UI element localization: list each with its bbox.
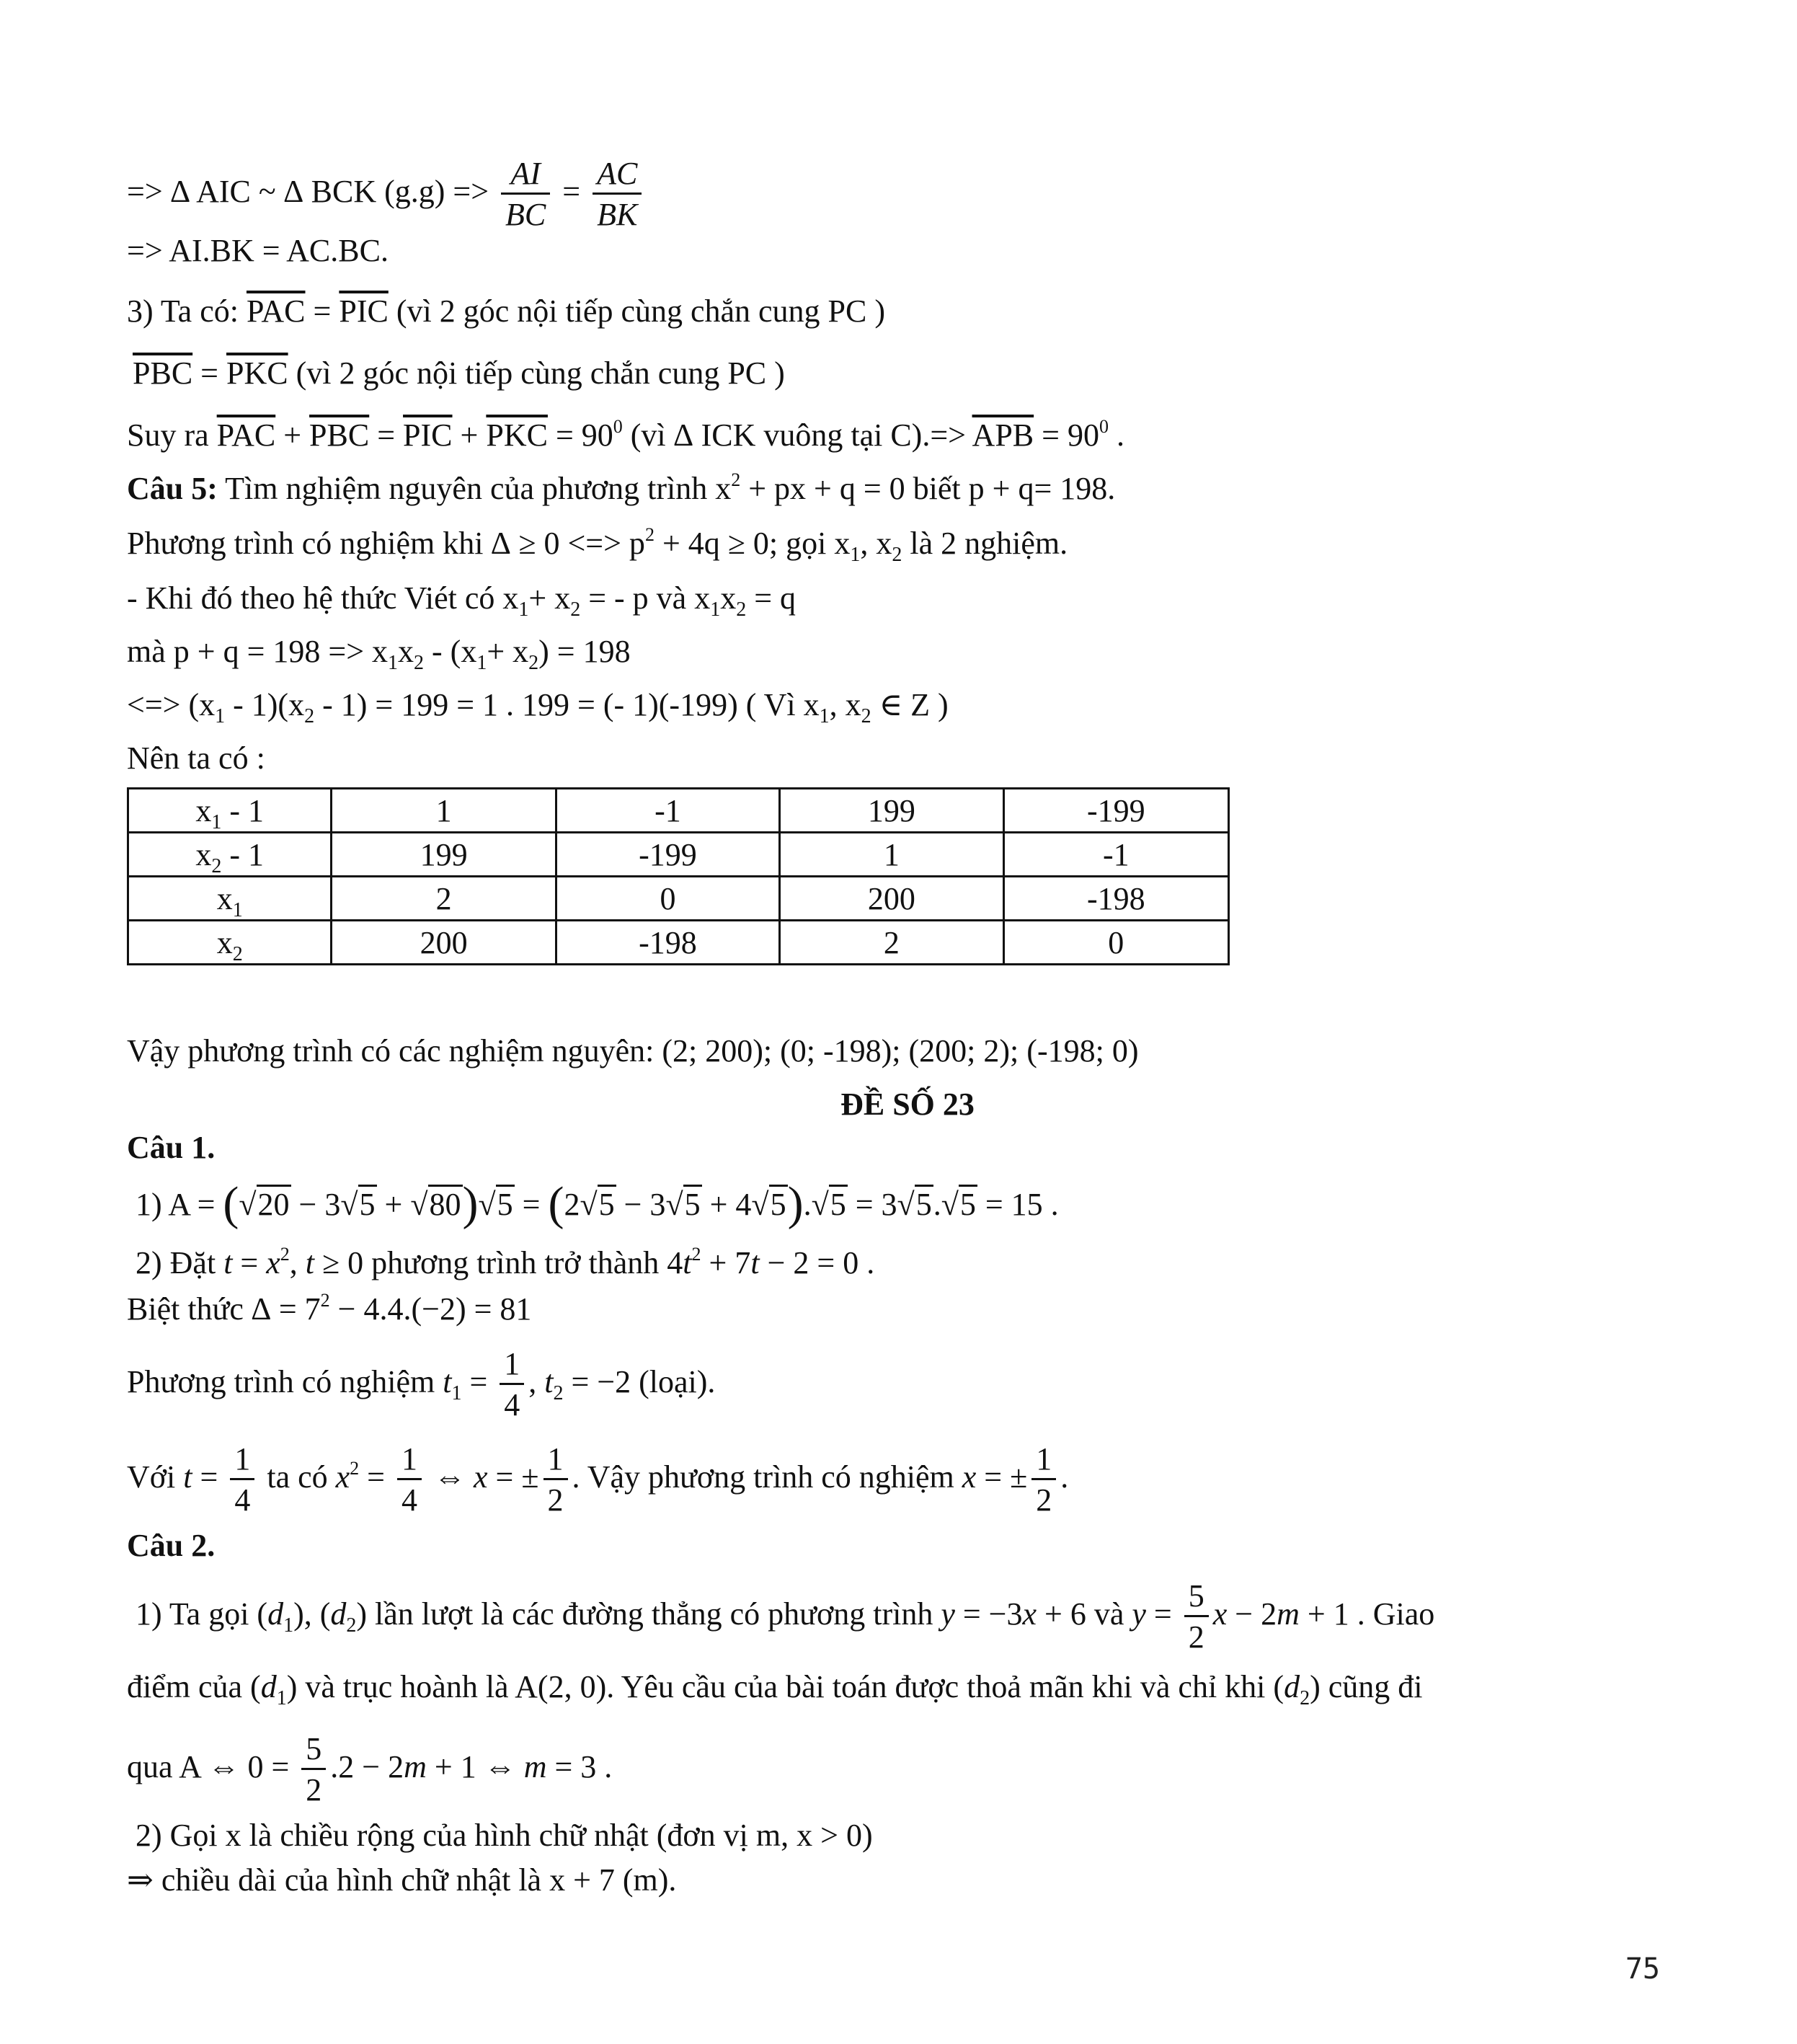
radicand: 5 xyxy=(769,1185,788,1222)
subscript: 2 xyxy=(1300,1687,1310,1709)
text: ) lần lượt là các đường thẳng có phương trình xyxy=(356,1596,941,1632)
text: = xyxy=(192,1459,226,1495)
line-nen: Nên ta có : xyxy=(127,740,265,776)
fraction xyxy=(301,1733,326,1806)
var: d xyxy=(1284,1669,1300,1704)
numerator: 1 xyxy=(230,1443,254,1480)
text: - 1 xyxy=(221,792,265,828)
text: , xyxy=(289,1245,306,1280)
fraction xyxy=(543,1443,568,1516)
text: = 3 xyxy=(847,1187,897,1222)
text: . xyxy=(1108,417,1124,453)
var: x xyxy=(216,880,233,916)
text: + x xyxy=(487,634,529,669)
line-c2-2 xyxy=(127,1667,1422,1707)
fraction xyxy=(397,1443,422,1516)
superscript: 2 xyxy=(320,1290,330,1311)
numerator: 5 xyxy=(1184,1580,1209,1617)
solutions-table xyxy=(127,787,1230,965)
text: ⇔ xyxy=(426,1459,474,1495)
text: = xyxy=(232,1245,267,1280)
text: . Vậy phương trình có nghiệm xyxy=(572,1459,962,1495)
line-c2-1 xyxy=(136,1567,1434,1661)
subscript: 2 xyxy=(232,942,243,965)
radicand: 5 xyxy=(496,1185,515,1222)
table-cell: 200 xyxy=(780,877,1003,921)
subscript: 2 xyxy=(414,652,425,674)
radicand: 5 xyxy=(598,1185,616,1222)
numerator: 5 xyxy=(301,1733,326,1770)
line-c2-3 xyxy=(127,1720,612,1814)
var: t xyxy=(443,1364,452,1399)
table-cell: -1 xyxy=(556,789,779,833)
var: t xyxy=(183,1459,192,1495)
line-c1-1: 1) A = (√20 − 3√5 + √80)√5 = (2√5 − 3√5 + 4√5).√5 = 3√5.√5 = 15 . xyxy=(136,1177,1059,1230)
text: + 1 ⇔ xyxy=(426,1749,524,1784)
var: d xyxy=(267,1596,284,1632)
text: + 7 xyxy=(701,1245,751,1280)
table-cell: -1 xyxy=(1003,833,1228,877)
line-ai-bk: => AI.BK = AC.BC. xyxy=(127,233,389,268)
text: = 90 xyxy=(1034,417,1099,453)
var: x xyxy=(195,792,212,828)
angle: $\overline{PIC}$ xyxy=(403,417,453,453)
table-cell: 2 xyxy=(780,921,1003,965)
text: ∈ Z ) xyxy=(871,687,949,722)
text: = −2 (loại). xyxy=(563,1364,716,1399)
text: mà p + q = 198 => x xyxy=(127,634,389,669)
superscript: 2 xyxy=(731,469,741,490)
text: + xyxy=(275,417,310,453)
fraction xyxy=(1031,1443,1056,1516)
var: y xyxy=(941,1596,955,1632)
text: , xyxy=(528,1364,545,1399)
table-cell: 1 xyxy=(780,833,1003,877)
line-suy-ra xyxy=(127,415,1124,456)
line-ma xyxy=(127,632,631,672)
line-c2-4: 2) Gọi x là chiều rộng của hình chữ nhật (đơn vị m, x > 0) xyxy=(136,1818,873,1853)
angle: $\overline{PAC}$ xyxy=(246,293,306,329)
table-row xyxy=(128,789,1229,833)
line-equiv xyxy=(127,685,949,725)
angle: $\overline{PBC}$ xyxy=(133,355,193,391)
radicand: 80 xyxy=(428,1185,463,1222)
text: Suy ra xyxy=(127,417,217,453)
table-row xyxy=(128,833,1229,877)
table-cell: 0 xyxy=(1003,921,1228,965)
text: , x xyxy=(860,526,892,561)
text: Với xyxy=(127,1459,184,1495)
equals: = xyxy=(562,174,581,209)
line-part3 xyxy=(127,291,885,332)
text: qua A ⇔ 0 = xyxy=(127,1749,298,1784)
text: = - p và x xyxy=(580,580,711,616)
fraction-ac-bk xyxy=(593,158,642,231)
table-row xyxy=(128,921,1229,965)
line-c1-2 xyxy=(136,1243,874,1283)
numerator: AC xyxy=(593,158,642,195)
text: 1) Ta gọi ( xyxy=(136,1596,268,1632)
text: − 4.4.(−2) = 81 xyxy=(329,1291,532,1327)
numerator: 1 xyxy=(397,1443,422,1480)
superscript: 2 xyxy=(644,524,655,545)
radicand: 5 xyxy=(959,1185,977,1222)
var: x xyxy=(474,1459,488,1495)
text: 1) A = xyxy=(136,1187,223,1222)
text: <=> (x xyxy=(127,687,216,722)
text: = q xyxy=(746,580,797,616)
paren: ( xyxy=(548,1177,564,1230)
fraction xyxy=(1184,1580,1209,1653)
paren: ) xyxy=(787,1177,804,1230)
text: - (x xyxy=(424,634,477,669)
radicand: 5 xyxy=(915,1185,933,1222)
var: x xyxy=(335,1459,350,1495)
var: t xyxy=(750,1245,760,1280)
text: ) và trục hoành là A(2, 0). Yêu cầu của bài toán được thoả mãn khi và chỉ khi ( xyxy=(286,1669,1284,1704)
text: Phương trình có nghiệm xyxy=(127,1364,443,1399)
text: - 1 xyxy=(221,836,265,872)
angle: $\overline{PKC}$ xyxy=(486,417,548,453)
text: ta có xyxy=(259,1459,336,1495)
cau1-label: Câu 1. xyxy=(127,1130,216,1165)
text: + 4 xyxy=(701,1187,752,1222)
row-header xyxy=(128,833,332,877)
radicand: 5 xyxy=(683,1185,702,1222)
text: = xyxy=(359,1459,393,1495)
var: x xyxy=(195,836,212,872)
text: . xyxy=(1060,1459,1069,1495)
table-cell: 0 xyxy=(556,877,779,921)
denominator: 2 xyxy=(1188,1619,1204,1655)
text: − 2 = 0 . xyxy=(759,1245,875,1280)
subscript: 1 xyxy=(232,898,243,921)
text: ), ( xyxy=(293,1596,331,1632)
text: ) cũng đi xyxy=(1310,1669,1423,1704)
subscript: 1 xyxy=(388,652,399,674)
text: - 1)(x xyxy=(225,687,305,722)
subscript: 2 xyxy=(861,705,871,727)
subscript: 2 xyxy=(553,1382,564,1404)
text: + xyxy=(376,1187,411,1222)
text: Biệt thức ∆ = 7 xyxy=(127,1291,321,1327)
line-c1-5 xyxy=(127,1430,1068,1524)
text: − 3 xyxy=(290,1187,341,1222)
text: + xyxy=(452,417,487,453)
superscript: 0 xyxy=(1099,416,1109,437)
var: x xyxy=(1022,1596,1037,1632)
text: = xyxy=(192,355,226,391)
text: 2 xyxy=(564,1187,580,1222)
text: (vì 2 góc nội tiếp cùng chắn cung PC ) xyxy=(288,355,785,391)
numerator: 1 xyxy=(1031,1443,1056,1480)
var: m xyxy=(1277,1596,1300,1632)
text: - Khi đó theo hệ thức Viét có x xyxy=(127,580,519,616)
table-cell: 2 xyxy=(332,877,556,921)
subscript: 2 xyxy=(528,652,539,674)
var: x xyxy=(216,924,233,960)
text: = ± xyxy=(976,1459,1028,1495)
table-cell: -199 xyxy=(556,833,779,877)
subscript: 2 xyxy=(892,544,902,566)
text: 2) Đặt xyxy=(136,1245,224,1280)
text: , x xyxy=(829,687,861,722)
page-number: 75 xyxy=(1625,1952,1660,1986)
de-title: ĐỀ SỐ 23 xyxy=(840,1087,975,1122)
text: . xyxy=(933,1187,941,1222)
superscript: 0 xyxy=(613,416,623,437)
text: + 6 và xyxy=(1037,1596,1132,1632)
similarity-line xyxy=(127,141,646,242)
text: .2 − 2 xyxy=(330,1749,404,1784)
subscript: 2 xyxy=(346,1614,357,1637)
text: (vì 2 góc nội tiếp cùng chắn cung PC ) xyxy=(388,293,886,329)
subscript: 2 xyxy=(570,598,581,621)
text: x xyxy=(398,634,414,669)
paren: ) xyxy=(462,1177,479,1230)
line-delta xyxy=(127,523,1068,564)
table-cell: 200 xyxy=(332,921,556,965)
text: ≥ 0 phương trình trở thành 4 xyxy=(314,1245,683,1280)
angle: $\overline{PBC}$ xyxy=(309,417,370,453)
paren: ( xyxy=(223,1177,239,1230)
text: = ± xyxy=(487,1459,539,1495)
fraction xyxy=(230,1443,254,1516)
text: = 3 . xyxy=(546,1749,613,1784)
var: t xyxy=(305,1245,315,1280)
text: = xyxy=(461,1364,496,1399)
angle: $\overline{PIC}$ xyxy=(339,293,389,329)
text: = 15 . xyxy=(977,1187,1059,1222)
text: 3) Ta có: xyxy=(127,293,247,329)
denominator: 2 xyxy=(547,1482,564,1518)
subscript: 2 xyxy=(736,598,747,621)
cau2-label: Câu 2. xyxy=(127,1528,216,1563)
subscript: 1 xyxy=(283,1614,294,1637)
radicand: 5 xyxy=(829,1185,848,1222)
subscript: 2 xyxy=(211,854,222,877)
angle: $\overline{PKC}$ xyxy=(226,355,288,391)
table-row xyxy=(128,877,1229,921)
table-cell: -198 xyxy=(1003,877,1228,921)
var: x xyxy=(266,1245,280,1280)
text: x xyxy=(720,580,737,616)
var: d xyxy=(260,1669,277,1704)
var: x xyxy=(962,1459,977,1495)
subscript: 1 xyxy=(451,1382,462,1404)
denominator: 2 xyxy=(1036,1482,1052,1518)
text: = 90 xyxy=(547,417,613,453)
text: = xyxy=(305,293,340,329)
subscript: 1 xyxy=(819,705,830,727)
denominator: 4 xyxy=(504,1387,520,1423)
fraction xyxy=(500,1348,524,1421)
superscript: 2 xyxy=(691,1244,701,1265)
var: m xyxy=(404,1749,427,1784)
subscript: 1 xyxy=(211,810,222,833)
line-pbc-pkc xyxy=(133,353,785,394)
line-vay: Vậy phương trình có các nghiệm nguyên: (2; 200); (0; -198); (200; 2); (-198; 0) xyxy=(127,1033,1139,1069)
line-c1-3 xyxy=(127,1289,531,1330)
var: x xyxy=(1212,1596,1228,1632)
numerator: 1 xyxy=(543,1443,568,1480)
var: d xyxy=(330,1596,347,1632)
angle: $\overline{APB}$ xyxy=(972,417,1034,453)
text: = −3 xyxy=(954,1596,1023,1632)
table-cell: 199 xyxy=(780,789,1003,833)
denominator: 4 xyxy=(401,1482,417,1518)
text: + 4q ≥ 0; gọi x xyxy=(654,526,851,561)
denominator: BC xyxy=(505,197,546,233)
text: + x xyxy=(528,580,571,616)
text: Tìm nghiệm nguyên của phương trình x xyxy=(217,471,732,506)
table-cell: -199 xyxy=(1003,789,1228,833)
var: y xyxy=(1132,1596,1146,1632)
text: => ∆ AIC ~ ∆ BCK (g.g) => xyxy=(127,174,489,209)
radicand: 20 xyxy=(257,1185,291,1222)
text: − 2 xyxy=(1227,1596,1277,1632)
row-header xyxy=(128,789,332,833)
text: Phương trình có nghiệm khi ∆ ≥ 0 <=> p xyxy=(127,526,645,561)
angle: $\overline{PAC}$ xyxy=(216,417,276,453)
text: . xyxy=(803,1187,812,1222)
fraction-ai-bc xyxy=(501,158,550,231)
radicand: 5 xyxy=(358,1185,377,1222)
text: + 1 . Giao xyxy=(1299,1596,1435,1632)
var: t xyxy=(223,1245,233,1280)
row-header xyxy=(128,877,332,921)
numerator: 1 xyxy=(500,1348,524,1385)
table-cell: 1 xyxy=(332,789,556,833)
cau5-heading xyxy=(127,469,1115,509)
table-cell: -198 xyxy=(556,921,779,965)
text: = xyxy=(369,417,404,453)
subscript: 1 xyxy=(215,705,226,727)
text: − 3 xyxy=(616,1187,666,1222)
superscript: 2 xyxy=(280,1244,290,1265)
text: + px + q = 0 biết p + q= 198. xyxy=(740,471,1116,506)
superscript: 2 xyxy=(350,1458,360,1479)
subscript: 1 xyxy=(850,544,861,566)
subscript: 1 xyxy=(276,1687,287,1709)
var: t xyxy=(544,1364,554,1399)
subscript: 1 xyxy=(476,652,487,674)
denominator: 2 xyxy=(306,1772,322,1808)
var: m xyxy=(523,1749,547,1784)
line-c2-5: ⇒ chiều dài của hình chữ nhật là x + 7 (m). xyxy=(127,1862,677,1898)
table-cell: 199 xyxy=(332,833,556,877)
var: t xyxy=(683,1245,692,1280)
numerator: AI xyxy=(501,158,550,195)
denominator: BK xyxy=(597,197,638,233)
text: là 2 nghiệm. xyxy=(902,526,1068,561)
line-viet xyxy=(127,578,796,619)
subscript: 1 xyxy=(710,598,721,621)
subscript: 2 xyxy=(304,705,315,727)
denominator: 4 xyxy=(234,1482,251,1518)
text: = xyxy=(1145,1596,1180,1632)
text: (vì ∆ ICK vuông tại C).=> xyxy=(622,417,972,453)
subscript: 1 xyxy=(518,598,529,621)
question-label: Câu 5: xyxy=(127,471,218,506)
text: điểm của ( xyxy=(127,1669,261,1704)
text: - 1) = 199 = 1 . 199 = (- 1)(-199) ( Vì x xyxy=(314,687,820,722)
text: = xyxy=(514,1187,549,1222)
row-header xyxy=(128,921,332,965)
text: ) = 198 xyxy=(538,634,631,669)
line-c1-4 xyxy=(127,1335,715,1429)
